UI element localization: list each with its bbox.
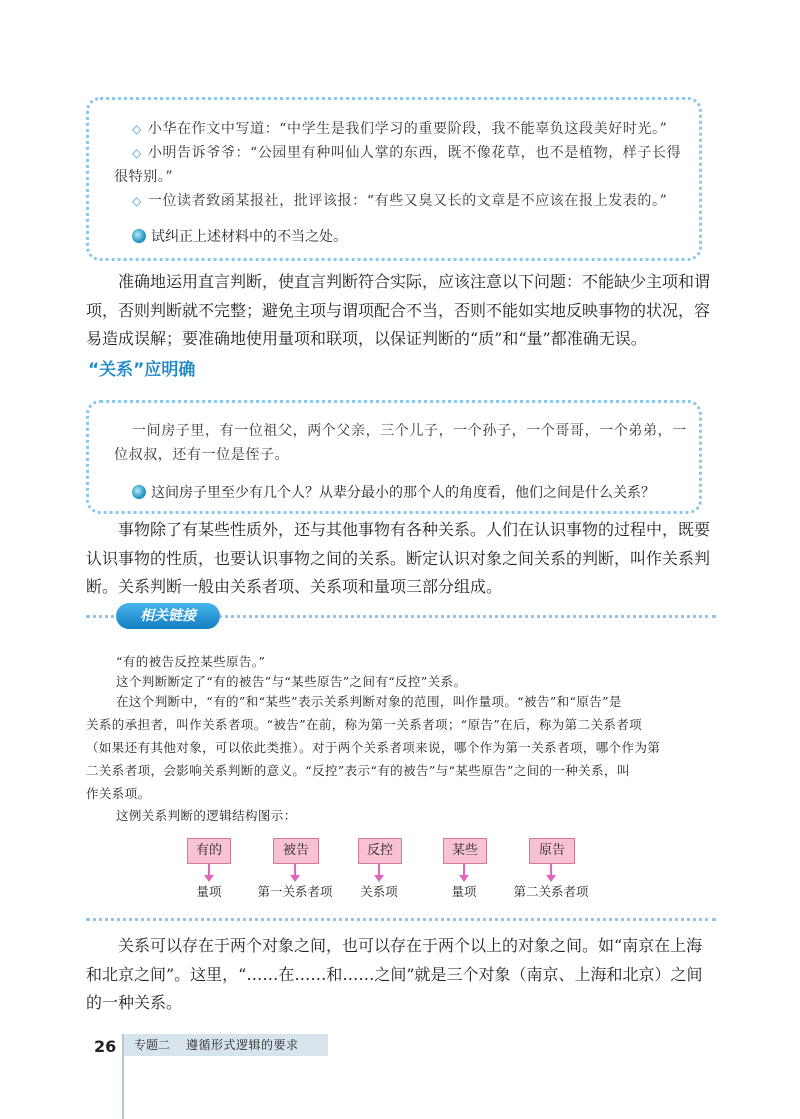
exercise-line: 很特别。” [114,169,174,185]
arrowhead-icon [374,875,384,882]
arrowhead-icon [290,875,300,882]
exercise-line: ◇ 小华在作文中写道：“中学生是我们学习的重要阶段，我不能辜负这段美好时光。” [132,121,668,137]
section-heading: “关系”应明确 [88,360,196,380]
exercise-line: 位叔叔，还有一位是侄子。 [114,447,290,463]
running-footer [124,1034,328,1056]
diagram-label: 量项 [451,884,477,899]
related-link-tag: 相关链接 [116,603,220,629]
diagram-box-quantifier-2: 某些 [443,838,487,864]
diagram-label: 量项 [196,884,222,899]
arrowhead-icon [204,875,214,882]
link-line: 二关系者项，会影响关系判断的意义。“反控”表示“有的被告”与“某些原告”之间的一种关系，叫 [86,763,630,778]
diagram-box-second-term: 原告 [529,838,575,864]
diagram-label: 第一关系者项 [257,884,333,899]
question-bullet-icon [132,229,146,243]
diagram-label: 关系项 [360,884,398,899]
link-line: “有的被告反控某些原告。” [116,654,266,669]
diagram-label: 第二关系者项 [513,884,589,899]
exercise-question: 试纠正上述材料中的不当之处。 [132,226,347,246]
diamond-bullet-icon: ◇ [132,122,142,136]
diamond-bullet-icon: ◇ [132,146,142,160]
footer-section: 专题二 [134,1038,171,1052]
arrowhead-icon [459,875,469,882]
exercise-question: 这间房子里至少有几个人？从辈分最小的那个人的角度看，他们之间是什么关系？ [132,482,655,502]
link-line: （如果还有其他对象，可以依此类推）。对于两个关系者项来说，哪个作为第一关系者项，哪个作为第 [86,740,661,755]
exercise-line: ◇ 一位读者致函某报社，批评该报：“有些又臭又长的文章是不应该在报上发表的。” [132,193,668,209]
diagram-box-quantifier: 有的 [187,838,231,864]
section-divider [86,918,716,921]
body-paragraph: 准确地运用直言判断，使直言判断符合实际，应该注意以下问题：不能缺少主项和谓项，否则判断就不完整；避免主项与谓项配合不当，否则不能如实地反映事物的状况，容易造成误解；要准确地使用量项和联项，以保证判断的“质”和“量”都准确无误。 [86,272,711,348]
exercise-line: 一间房子里，有一位祖父，两个父亲，三个儿子，一个孙子，一个哥哥，一个弟弟，一 [132,423,687,439]
link-line: 在这个判断中，“有的”和“某些”表示关系判断对象的范围，叫作量项。“被告”和“原告”是 [116,694,622,709]
link-line: 作关系项。 [86,786,151,801]
arrowhead-icon [546,875,556,882]
diamond-bullet-icon: ◇ [132,194,142,208]
link-line: 关系的承担者，叫作关系者项。“被告”在前，称为第一关系者项；“原告”在后，称为第二关系者项 [86,717,643,732]
diagram-box-relation: 反控 [358,838,402,864]
exercise-line: ◇ 小明告诉爷爷：“公园里有种叫仙人掌的东西，既不像花草，也不是植物，样子长得 [132,145,682,161]
question-bullet-icon [132,485,146,499]
page-number: 26 [94,1037,117,1056]
diagram-box-first-term: 被告 [273,838,319,864]
body-paragraph: 事物除了有某些性质外，还与其他事物有各种关系。人们在认识事物的过程中，既要认识事物的性质，也要认识事物之间的关系。断定认识对象之间关系的判断，叫作关系判断。关系判断一般由关系者项、关系项和量项三部分组成。 [86,520,711,596]
link-line: 这例关系判断的逻辑结构图示： [116,808,297,823]
body-paragraph: 关系可以存在于两个对象之间，也可以存在于两个以上的对象之间。如“南京在上海和北京之间”。这里，“……在……和……之间”就是三个对象（南京、上海和北京）之间的一种关系。 [86,936,703,1012]
link-line: 这个判断断定了“有的被告”与“某些原告”之间有“反控”关系。 [116,674,467,689]
footer-title: 遵循形式逻辑的要求 [186,1038,299,1052]
